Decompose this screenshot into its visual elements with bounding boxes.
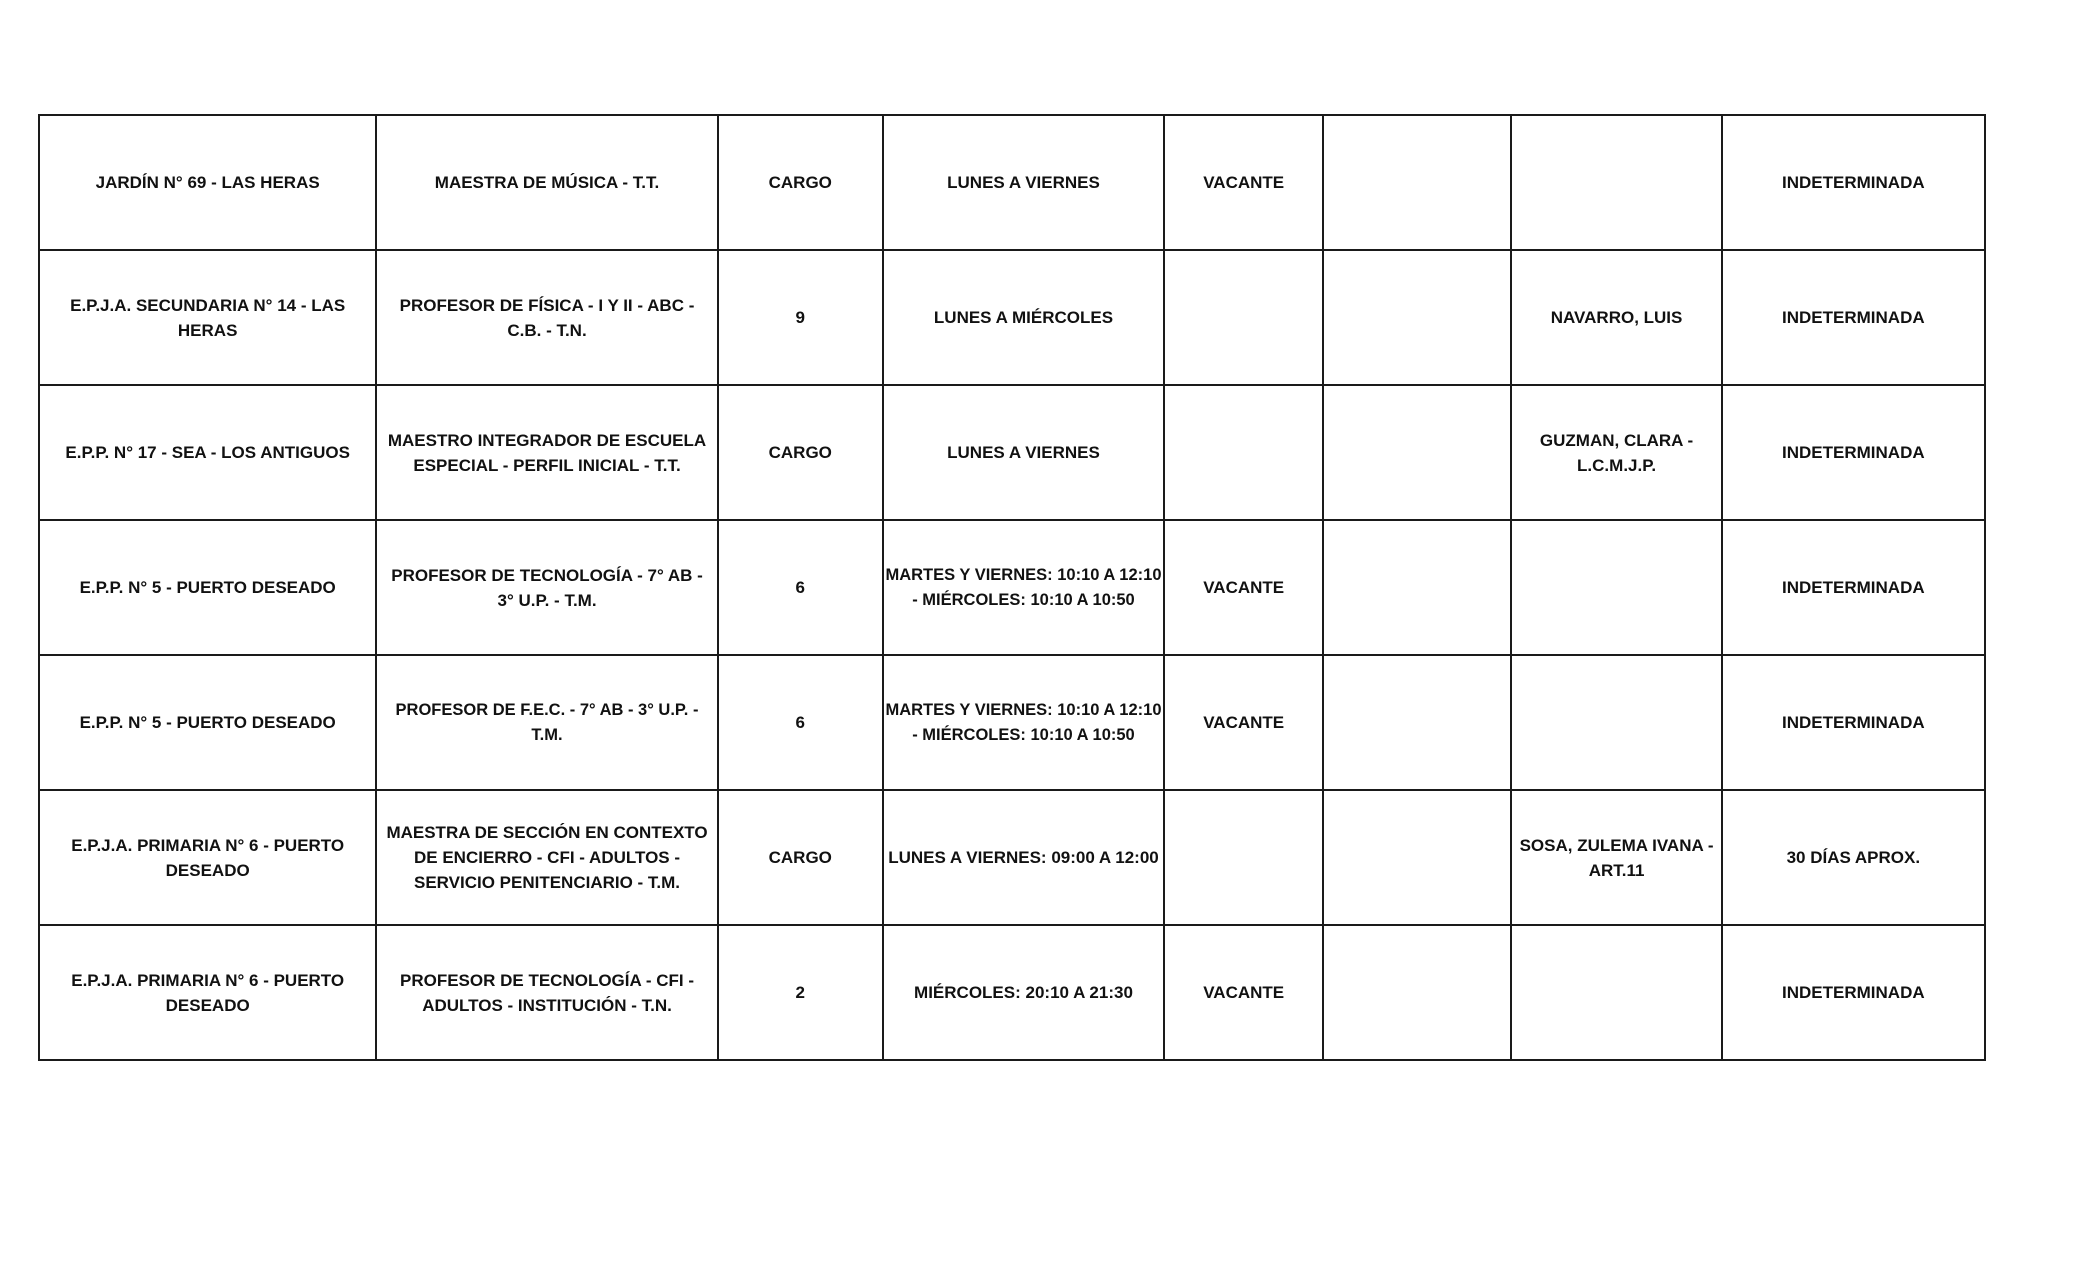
position-cell: PROFESOR DE TECNOLOGÍA - 7° AB - 3° U.P. - T.M. (376, 520, 717, 655)
table-row (39, 655, 1985, 790)
status-cell: VACANTE (1164, 925, 1323, 1060)
holder-cell: NAVARRO, LUIS (1511, 250, 1721, 385)
status-cell: VACANTE (1164, 115, 1323, 250)
hours-cell: 2 (718, 925, 883, 1060)
empty-cell (1323, 655, 1511, 790)
position-cell: PROFESOR DE F.E.C. - 7° AB - 3° U.P. - T.M. (376, 655, 717, 790)
school-cell: E.P.P. N° 17 - SEA - LOS ANTIGUOS (39, 385, 376, 520)
school-cell: E.P.P. N° 5 - PUERTO DESEADO (39, 655, 376, 790)
school-cell: E.P.J.A. PRIMARIA N° 6 - PUERTO DESEADO (39, 790, 376, 925)
holder-cell (1511, 520, 1721, 655)
vacancies-table (38, 114, 1986, 1061)
status-cell: VACANTE (1164, 520, 1323, 655)
status-cell (1164, 250, 1323, 385)
table-row (39, 520, 1985, 655)
holder-cell: GUZMAN, CLARA - L.C.M.J.P. (1511, 385, 1721, 520)
hours-cell: 6 (718, 520, 883, 655)
holder-cell: SOSA, ZULEMA IVANA - ART.11 (1511, 790, 1721, 925)
empty-cell (1323, 250, 1511, 385)
status-cell (1164, 790, 1323, 925)
position-cell: MAESTRA DE MÚSICA - T.T. (376, 115, 717, 250)
hours-cell: CARGO (718, 115, 883, 250)
position-cell: MAESTRO INTEGRADOR DE ESCUELA ESPECIAL - PERFIL INICIAL - T.T. (376, 385, 717, 520)
holder-cell (1511, 655, 1721, 790)
school-cell: E.P.P. N° 5 - PUERTO DESEADO (39, 520, 376, 655)
schedule-cell: MIÉRCOLES: 20:10 A 21:30 (883, 925, 1164, 1060)
table-row (39, 115, 1985, 250)
duration-cell: INDETERMINADA (1722, 115, 1985, 250)
position-cell: MAESTRA DE SECCIÓN EN CONTEXTO DE ENCIERRO - CFI - ADULTOS - SERVICIO PENITENCIARIO - T.M. (376, 790, 717, 925)
table-row (39, 385, 1985, 520)
duration-cell: INDETERMINADA (1722, 520, 1985, 655)
schedule-cell: LUNES A VIERNES: 09:00 A 12:00 (883, 790, 1164, 925)
empty-cell (1323, 385, 1511, 520)
table-row (39, 250, 1985, 385)
holder-cell (1511, 925, 1721, 1060)
empty-cell (1323, 925, 1511, 1060)
duration-cell: INDETERMINADA (1722, 655, 1985, 790)
holder-cell (1511, 115, 1721, 250)
schedule-cell: MARTES Y VIERNES: 10:10 A 12:10 - MIÉRCOLES: 10:10 A 10:50 (883, 655, 1164, 790)
school-cell: JARDÍN N° 69 - LAS HERAS (39, 115, 376, 250)
duration-cell: INDETERMINADA (1722, 385, 1985, 520)
hours-cell: CARGO (718, 385, 883, 520)
status-cell (1164, 385, 1323, 520)
position-cell: PROFESOR DE FÍSICA - I Y II - ABC - C.B. - T.N. (376, 250, 717, 385)
schedule-cell: LUNES A VIERNES (883, 385, 1164, 520)
duration-cell: 30 DÍAS APROX. (1722, 790, 1985, 925)
empty-cell (1323, 115, 1511, 250)
school-cell: E.P.J.A. SECUNDARIA N° 14 - LAS HERAS (39, 250, 376, 385)
duration-cell: INDETERMINADA (1722, 250, 1985, 385)
table-row (39, 790, 1985, 925)
hours-cell: 6 (718, 655, 883, 790)
status-cell: VACANTE (1164, 655, 1323, 790)
empty-cell (1323, 790, 1511, 925)
hours-cell: 9 (718, 250, 883, 385)
schedule-cell: MARTES Y VIERNES: 10:10 A 12:10 - MIÉRCOLES: 10:10 A 10:50 (883, 520, 1164, 655)
empty-cell (1323, 520, 1511, 655)
school-cell: E.P.J.A. PRIMARIA N° 6 - PUERTO DESEADO (39, 925, 376, 1060)
position-cell: PROFESOR DE TECNOLOGÍA - CFI - ADULTOS - INSTITUCIÓN - T.N. (376, 925, 717, 1060)
table-row (39, 925, 1985, 1060)
schedule-cell: LUNES A MIÉRCOLES (883, 250, 1164, 385)
hours-cell: CARGO (718, 790, 883, 925)
schedule-cell: LUNES A VIERNES (883, 115, 1164, 250)
duration-cell: INDETERMINADA (1722, 925, 1985, 1060)
